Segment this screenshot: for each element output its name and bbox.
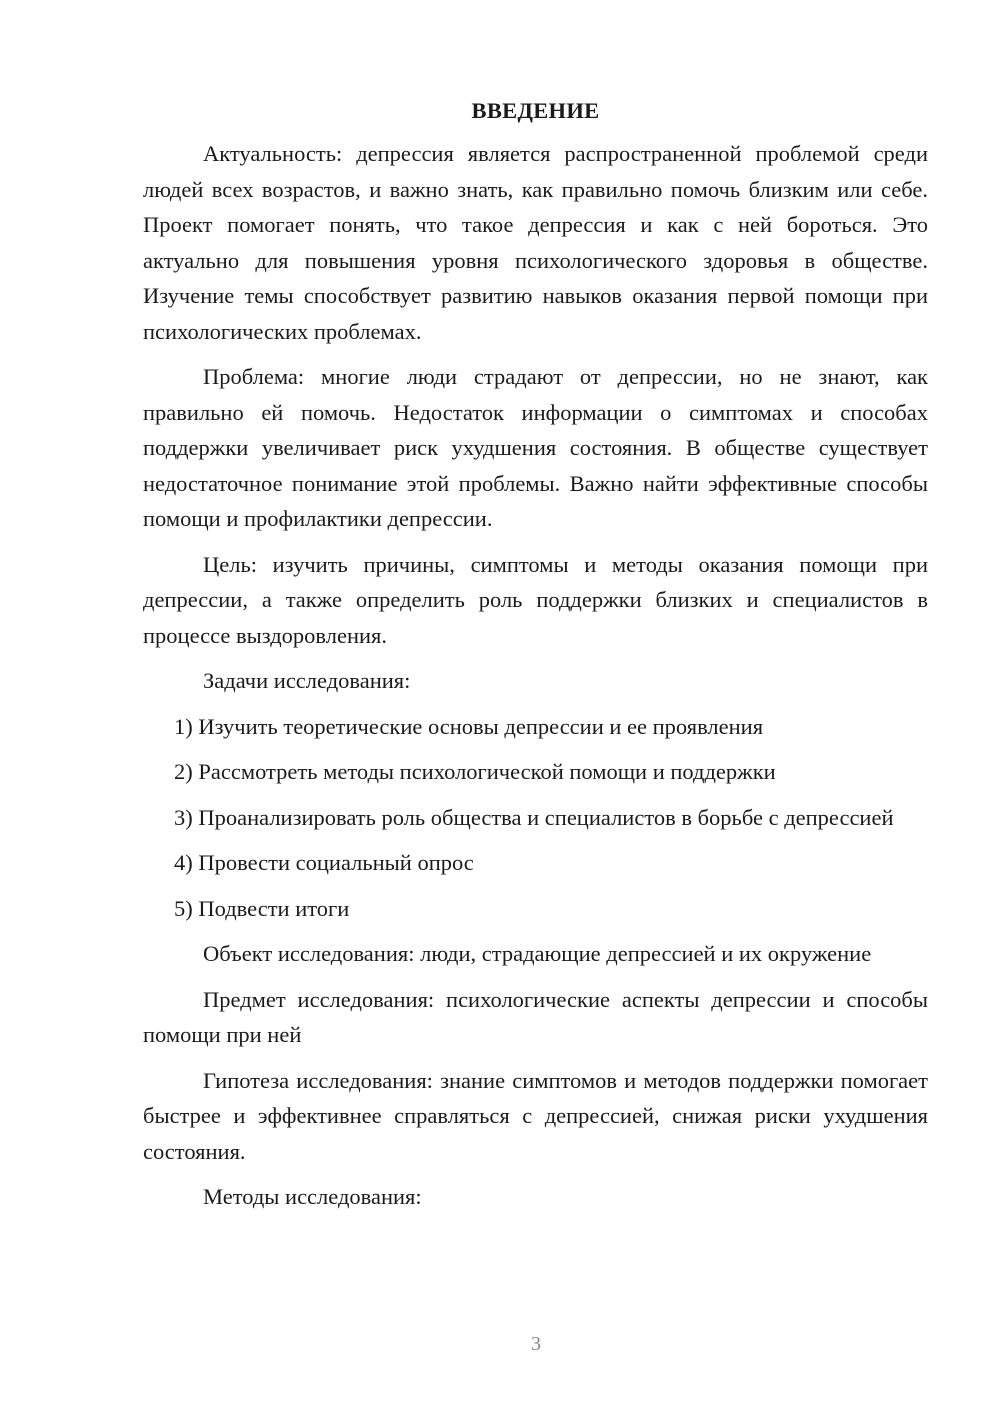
problem-paragraph: Проблема: многие люди страдают от депрессии, но не знают, как правильно ей помочь. Недостаток информации о симптомах и способах поддержки увеличивает риск ухудшения состояния. В обществе существует недостаточное понимание этой проблемы. Важно найти эффективные способы помощи и профилактики депрессии. bbox=[143, 364, 928, 531]
goal-paragraph: Цель: изучить причины, симптомы и методы оказания помощи при депрессии, а также определить роль поддержки близких и специалистов в процессе выздоровления. bbox=[143, 551, 928, 648]
methods-heading: Методы исследования: bbox=[203, 1184, 422, 1209]
section-title: ВВЕДЕНИЕ bbox=[471, 98, 600, 123]
hypothesis-paragraph: Гипотеза исследования: знание симптомов и методов поддержки помогает быстрее и эффективнее справляться с депрессией, снижая риски ухудшения состояния. bbox=[143, 1067, 928, 1164]
task-item-5: 5) Подвести итоги bbox=[174, 895, 350, 921]
relevance-paragraph: Актуальность: депрессия является распространенной проблемой среди людей всех возрастов, и важно знать, как правильно помочь близким или себе. Проект помогает понять, что такое депрессия и как с ней бороться. Это актуально для повышения уровня психологического здоровья в обществе. Изучение темы способствует развитию навыков оказания первой помощи при психологических проблемах. bbox=[143, 141, 928, 344]
document-page bbox=[143, 96, 928, 1215]
task-item-1: 1) Изучить теоретические основы депрессии и ее проявления bbox=[174, 713, 764, 739]
task-item-3: 3) Проанализировать роль общества и специалистов в борьбе с депрессией bbox=[174, 804, 894, 830]
task-item-4: 4) Провести социальный опрос bbox=[174, 850, 474, 875]
page-number: 3 bbox=[531, 1333, 541, 1355]
object-paragraph: Объект исследования: люди, страдающие депрессией и их окружение bbox=[203, 941, 872, 966]
task-item-2: 2) Рассмотреть методы психологической помощи и поддержки bbox=[174, 759, 776, 784]
tasks-heading: Задачи исследования: bbox=[203, 668, 411, 693]
subject-paragraph: Предмет исследования: психологические аспекты депрессии и способы помощи при ней bbox=[143, 986, 928, 1047]
